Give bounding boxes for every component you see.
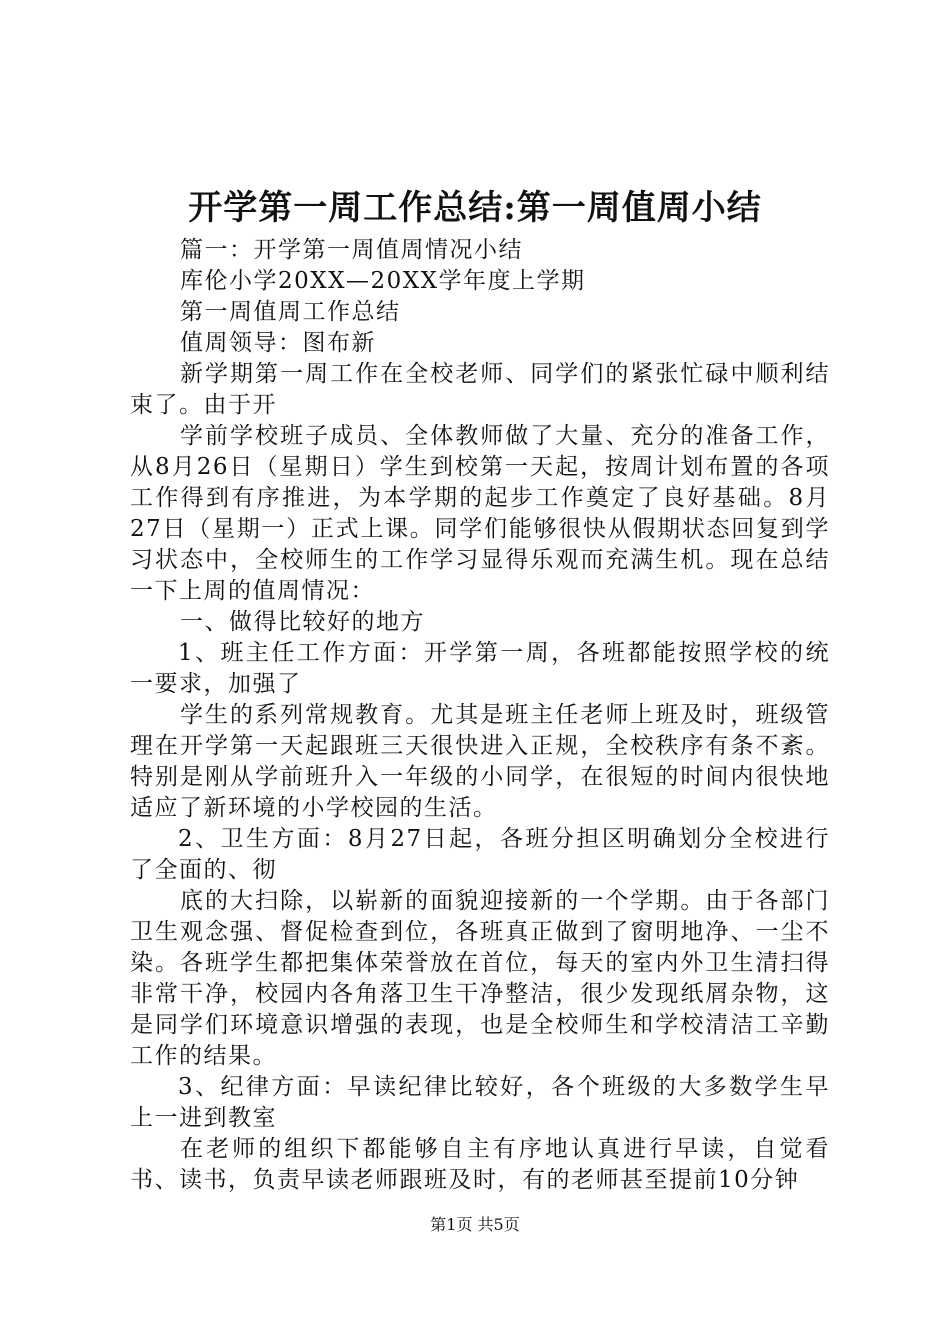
paragraph: 学生的系列常规教育。尤其是班主任老师上班及时，班级管理在开学第一天起跟班三天很快进入正规，全校秩序有条不紊。特别是刚从学前班升入一年级的小同学，在很短的时间内很快地适应了新环境的小学校园的生活。	[130, 702, 830, 821]
document-title: 开学第一周工作总结:第一周值周小结	[188, 188, 762, 228]
paragraph: 3、纪律方面：早读纪律比较好，各个班级的大多数学生早上一进到教室	[130, 1074, 830, 1131]
paragraph: 2、卫生方面：8月27日起，各班分担区明确划分全校进行了全面的、彻	[130, 826, 830, 883]
section-heading: 一、做得比较好的地方	[180, 609, 425, 635]
paragraph: 在老师的组织下都能够自主有序地认真进行早读，自觉看书、读书，负责早读老师跟班及时，有的老师甚至提前10分钟	[130, 1136, 830, 1193]
paragraph: 1、班主任工作方面：开学第一周，各班都能按照学校的统一要求，加强了	[130, 640, 830, 697]
paragraph: 库伦小学20XX—20XX学年度上学期	[180, 268, 586, 294]
page-footer: 第1页 共5页	[430, 1215, 520, 1234]
paragraph: 新学期第一周工作在全校老师、同学们的紧张忙碌中顺利结束了。由于开	[130, 361, 830, 418]
paragraph: 底的大扫除，以崭新的面貌迎接新的一个学期。由于各部门卫生观念强、督促检查到位，各班真正做到了窗明地净、一尘不染。各班学生都把集体荣誉放在首位，每天的室内外卫生清扫得非常干净，校园内各角落卫生干净整洁，很少发现纸屑杂物，这是同学们环境意识增强的表现，也是全校师生和学校清洁工辛勤工作的结果。	[130, 888, 830, 1069]
paragraph: 第一周值周工作总结	[180, 299, 401, 325]
paragraph: 篇一：开学第一周值周情况小结	[180, 237, 523, 263]
document-body	[130, 235, 830, 1196]
paragraph: 学前学校班子成员、全体教师做了大量、充分的准备工作，从8月26日（星期日）学生到校第一天起，按周计划布置的各项工作得到有序推进，为本学期的起步工作奠定了良好基础。8月27日（星期一）正式上课。同学们能够很快从假期状态回复到学习状态中，全校师生的工作学习显得乐观而充满生机。现在总结一下上周的值周情况：	[130, 423, 830, 604]
paragraph: 值周领导：图布新	[180, 330, 376, 356]
